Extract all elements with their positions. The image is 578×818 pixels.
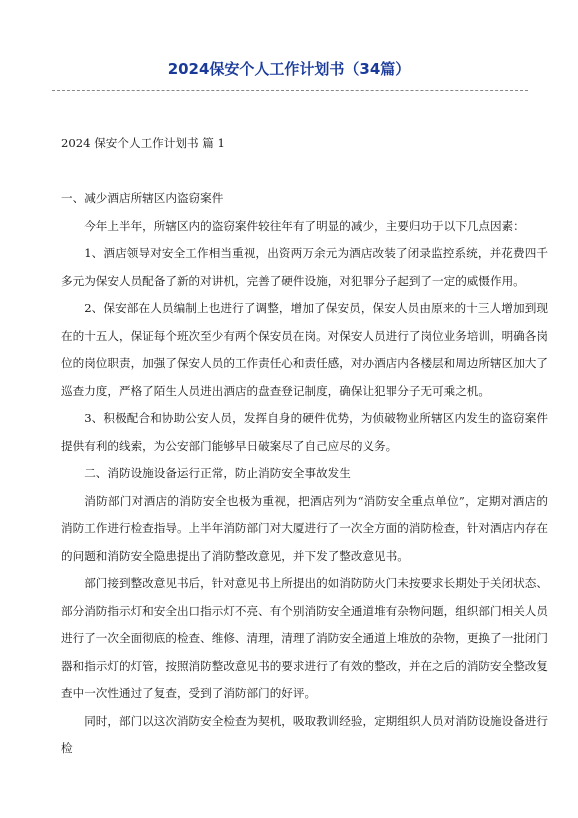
paragraph: 2、保安部在人员编制上也进行了调整，增加了保安员，保安人员由原来的十三人增加到现在的十五人，保证每个班次至少有两个保安员在岗。对保安人员进行了岗位业务培训，明确各岗位的岗位职责，加强了保安人员的工作责任心和责任感，对办酒店内各楼层和周边所辖区加大了巡查力度，严格了陌生人员进出酒店的盘查登记制度，确保让犯罪分子无可乘之机。: [61, 301, 548, 398]
paragraph: 消防部门对酒店的消防安全也极为重视，把酒店列为“消防安全重点单位”，定期对酒店的消防工作进行检查指导。上半年消防部门对大厦进行了一次全方面的消防检查，针对酒店内存在的问题和消防安全隐患提出了消防整改意见，并下发了整改意见书。: [61, 493, 548, 563]
paragraph: 同时，部门以这次消防安全检查为契机，吸取教训经验，定期组织人员对消防设施设备进行检: [61, 713, 548, 755]
paragraph: 部门接到整改意见书后，针对意见书上所提出的如消防防火门未按要求长期处于关闭状态、部分消防指示灯和安全出口指示灯不亮、有个别消防安全通道堆有杂物问题，组织部门相关人员进行了一次全面彻底的检查、维修、清理，清理了消防安全通道上堆放的杂物，更换了一批闭门器和指示灯的灯管，按照消防整改意见书的要求进行了有效的整改，并在之后的消防安全整改复查中一次性通过了复查，受到了消防部门的好评。: [61, 576, 548, 700]
document-title: 2024保安个人工作计划书（34篇）: [167, 60, 411, 78]
spacer: [61, 158, 548, 186]
document-body: [61, 130, 548, 763]
heading-1: 一、减少酒店所辖区内盗窃案件: [61, 191, 224, 205]
paragraph: 今年上半年，所辖区内的盗窃案件较往年有了明显的减少，主要归功于以下几点因素：: [84, 218, 525, 233]
paragraph: 1、酒店领导对安全工作相当重视，出资两万余元为酒店改装了闭录监控系统，并花费四千多元为保安人员配备了新的对讲机，完善了硬件设施，对犯罪分子起到了一定的威慑作用。: [61, 246, 548, 288]
title-divider: [52, 90, 528, 91]
paragraph: 3、积极配合和协助公安人员，发挥自身的硬件优势，为侦破物业所辖区内发生的盗窃案件提供有利的线索，为公安部门能够早日破案尽了自己应尽的义务。: [61, 411, 548, 453]
section-title: 2024 保安个人工作计划书 篇 1: [61, 136, 225, 150]
heading-2: 二、消防设施设备运行正常，防止消防安全事故发生: [84, 466, 351, 480]
